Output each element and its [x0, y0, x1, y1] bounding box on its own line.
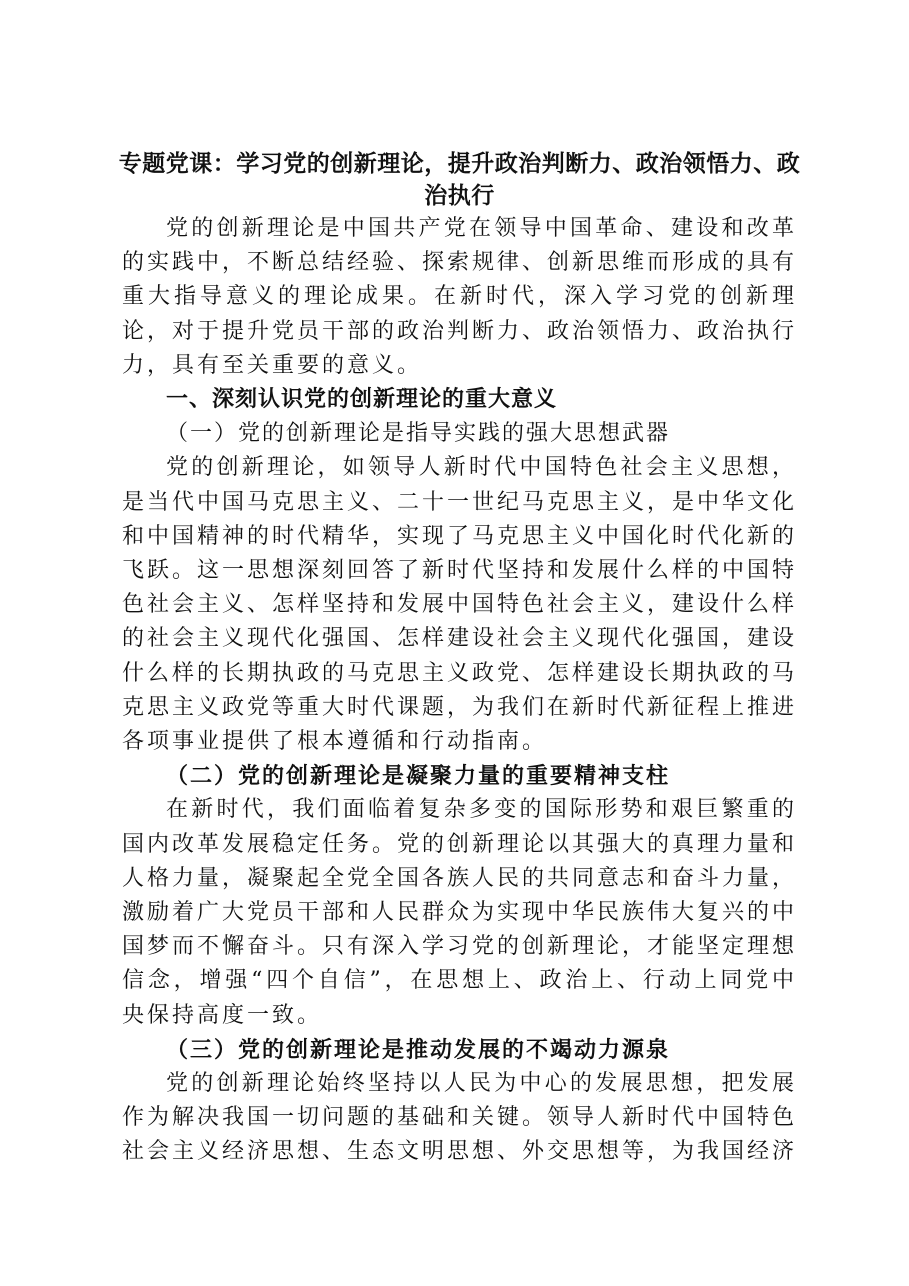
- document-title: 专题党课：学习党的创新理论，提升政治判断力、政治领悟力、政治执行: [118, 150, 801, 209]
- subsection-2-heading: （二）党的创新理论是凝聚力量的重要精神支柱: [166, 763, 671, 790]
- document-page: [118, 148, 801, 1170]
- section-1-heading: 一、深刻认识党的创新理论的重大意义: [166, 387, 558, 413]
- subsection-3-heading: （三）党的创新理论是推动发展的不竭动力源泉: [166, 1036, 671, 1063]
- subsection-3-body: 党的创新理论始终坚持以人民为中心的发展思想，把发展作为解决我国一切问题的基础和关键。领导人新时代中国特色社会主义经济思想、生态文明思想、外交思想等，为我国经济: [122, 1071, 798, 1165]
- subsection-1-heading: （一）党的创新理论是指导实践的强大思想武器: [166, 421, 671, 447]
- intro-paragraph: 党的创新理论是中国共产党在领导中国革命、建设和改革的实践中，不断总结经验、探索规律、创新思维而形成的具有重大指导意义的理论成果。在新时代，深入学习党的创新理论，对于提升党员干部的政治判断力、政治领悟力、政治执行力，具有至关重要的意义。: [122, 216, 798, 378]
- subsection-1-body: 党的创新理论，如领导人新时代中国特色社会主义思想，是当代中国马克思主义、二十一世纪马克思主义，是中华文化和中国精神的时代精华，实现了马克思主义中国化时代化新的飞跃。这一思想深刻回答了新时代坚持和发展什么样的中国特色社会主义、怎样坚持和发展中国特色社会主义，建设什么样的社会主义现代化强国、怎样建设社会主义现代化强国，建设什么样的长期执政的马克思主义政党、怎样建设长期执政的马克思主义政党等重大时代课题，为我们在新时代新征程上推进各项事业提供了根本遵循和行动指南。: [122, 455, 798, 755]
- subsection-2-body: 在新时代，我们面临着复杂多变的国际形势和艰巨繁重的国内改革发展稳定任务。党的创新理论以其强大的真理力量和人格力量，凝聚起全党全国各族人民的共同意志和奋斗力量，激励着广大党员干部和人民群众为实现中华民族伟大复兴的中国梦而不懈奋斗。只有深入学习党的创新理论，才能坚定理想信念，增强“四个自信”，在思想上、政治上、行动上同党中央保持高度一致。: [122, 797, 798, 1028]
